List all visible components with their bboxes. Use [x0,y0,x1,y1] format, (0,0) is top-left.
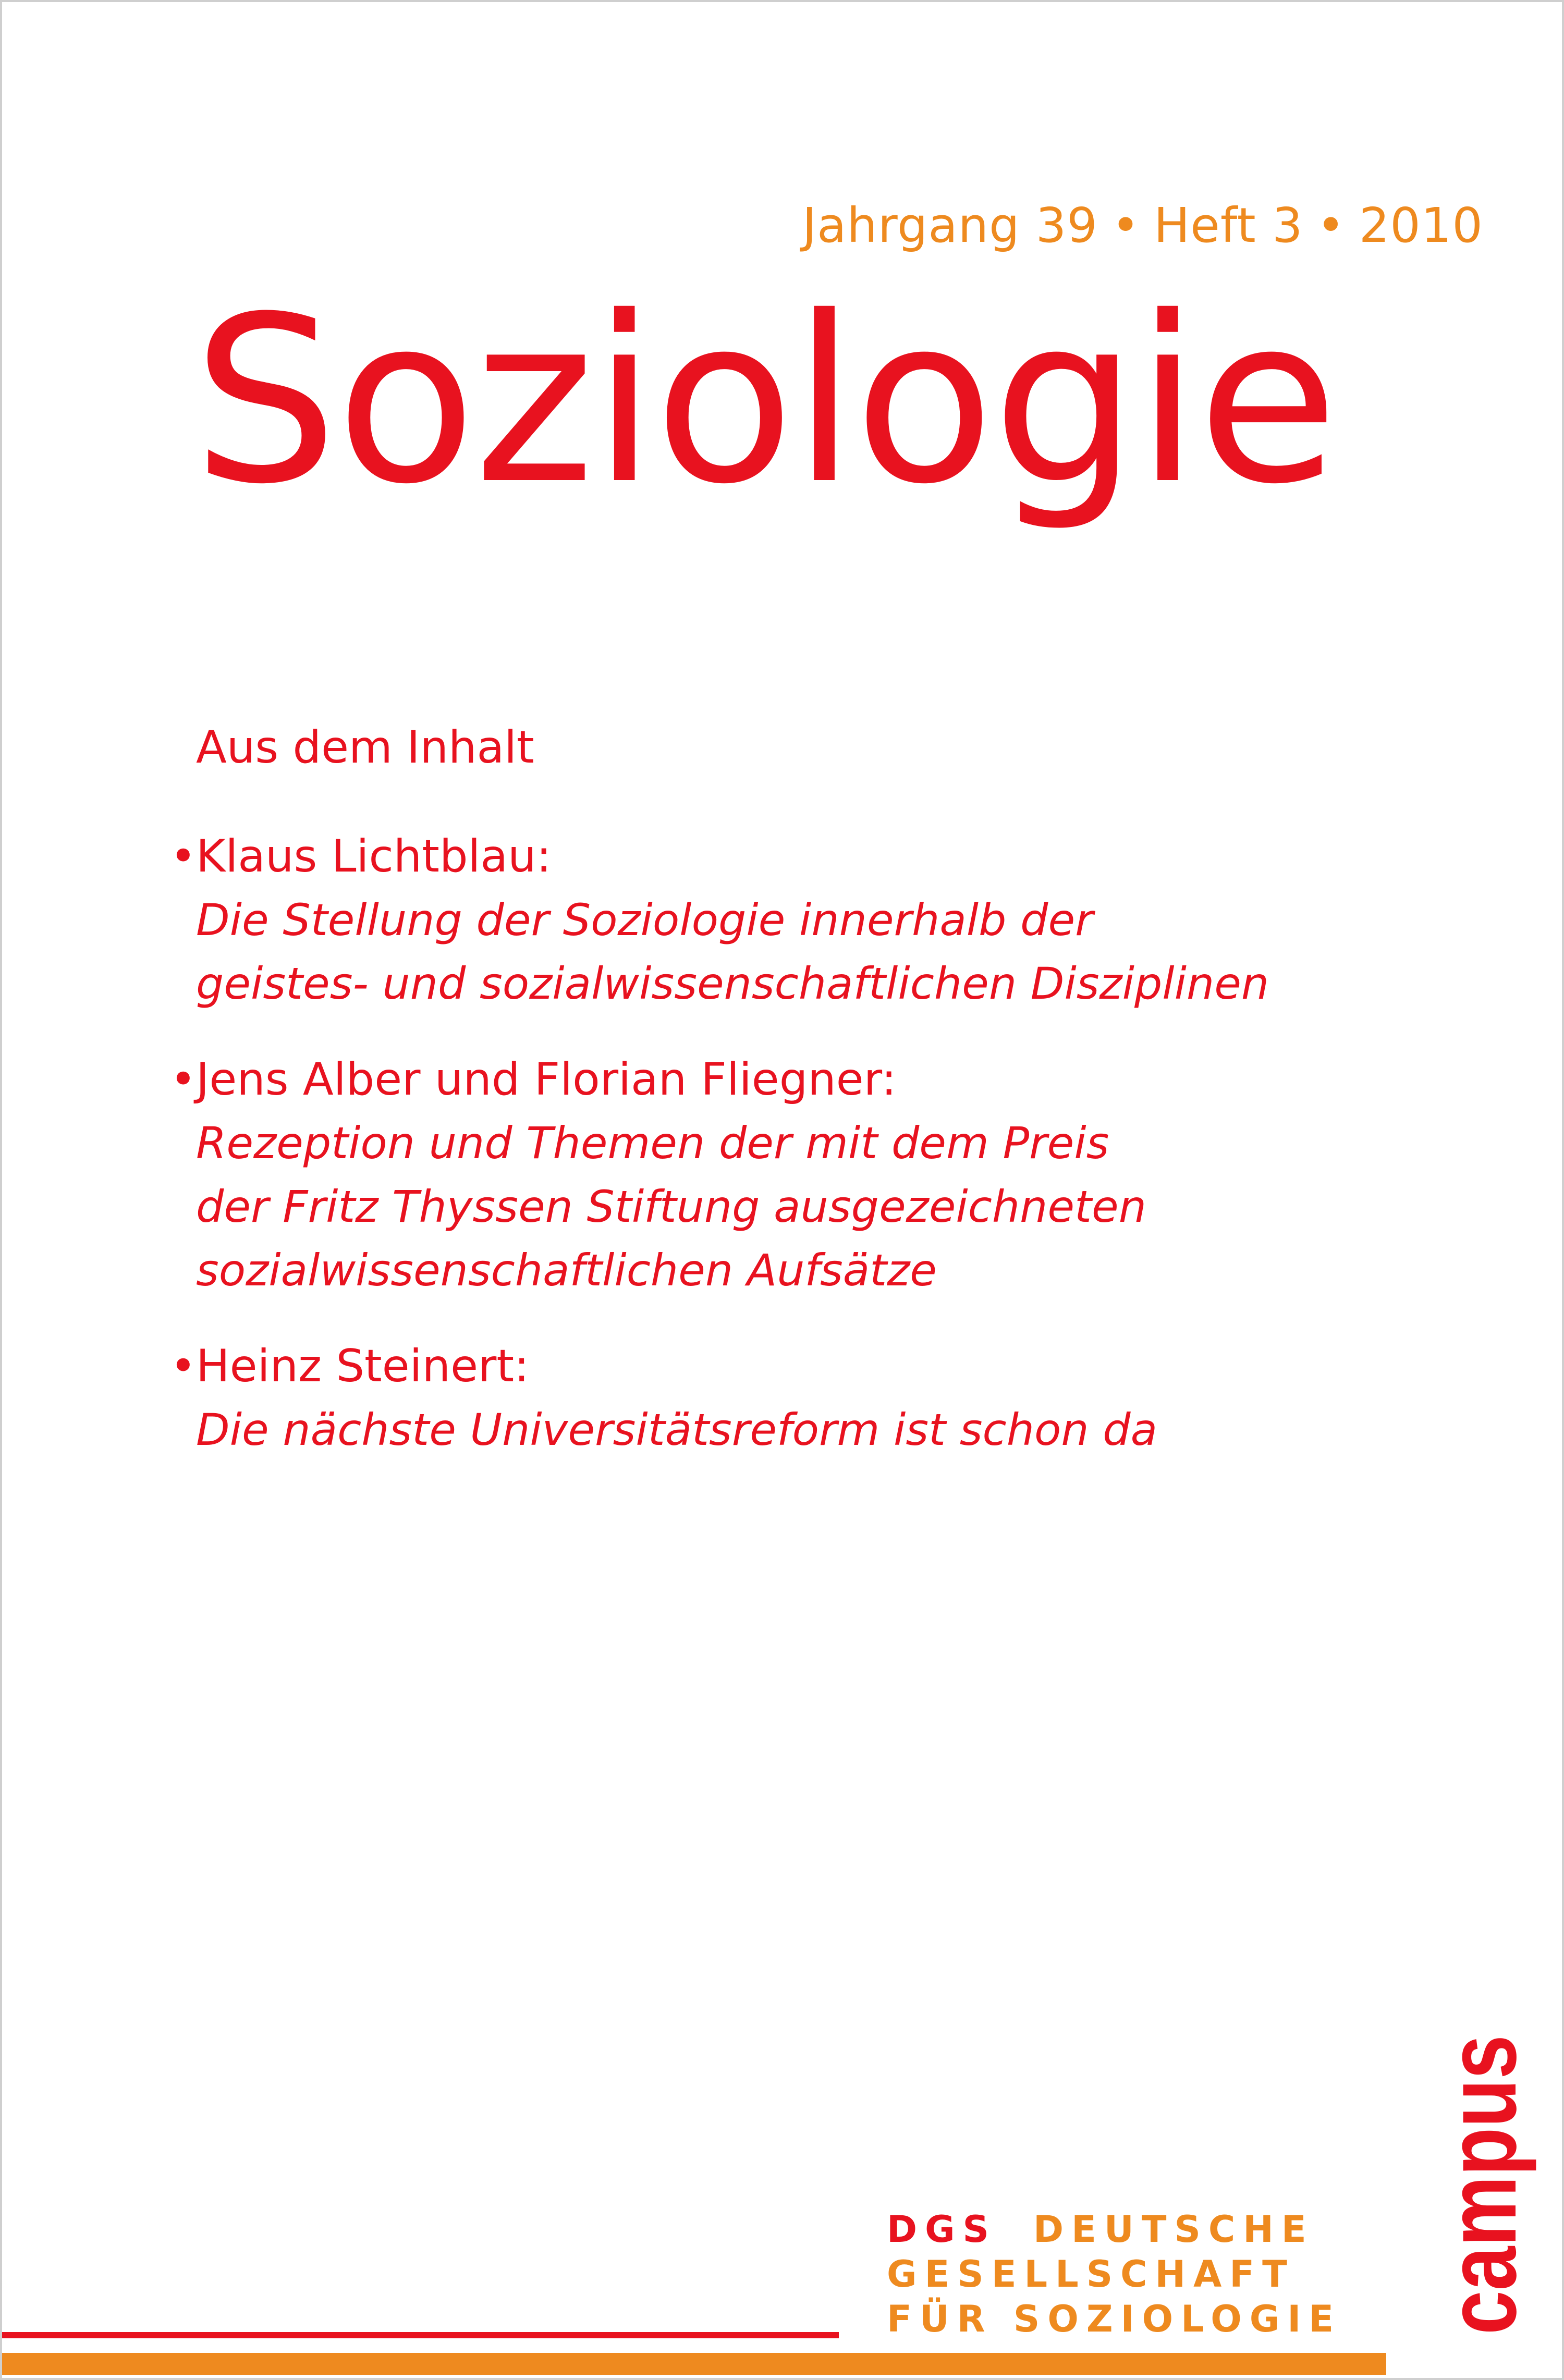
issue-number: Heft 3 [1154,198,1303,253]
red-rule [2,2332,839,2338]
journal-title: Soziologie [192,267,1337,534]
entry-author: Klaus Lichtblau: [196,830,552,882]
table-of-contents [170,716,1395,1494]
society-line-3: FÜR SOZIOLOGIE [887,2298,1342,2340]
society-abbreviation: DGS [887,2208,997,2251]
campus-logo [1426,1960,1537,2335]
issue-info [802,198,1483,253]
contents-heading: Aus dem Inhalt [196,721,534,774]
bullet: • [170,1340,197,1392]
issue-separator: • [1316,198,1346,253]
entry-title: Die nächste Universitätsreform ist schon da [196,1404,1158,1455]
entry-author: Heinz Steinert: [196,1340,530,1392]
entry-author: Jens Alber und Florian Fliegner: [196,1053,897,1106]
entry-title: Rezeption und Themen der mit dem Preis der Fritz Thyssen Stiftung ausgezeichneten sozialwissenschaftlichen Aufsätze [196,1118,1146,1296]
orange-rule [2,2353,1386,2375]
society-mark [887,2207,1342,2341]
bullet: • [170,830,197,882]
contents-entry [170,1334,1395,1462]
contents-entry [170,825,1395,1015]
issue-year: 2010 [1359,198,1483,253]
contents-entry [170,1048,1395,1302]
issue-volume: Jahrgang 39 [802,198,1098,253]
society-line-2: GESELLSCHAFT [887,2253,1295,2296]
society-line-1: DEUTSCHE [1033,2208,1314,2251]
bullet: • [170,1053,197,1106]
campus-logo-text: campus [1426,1960,1537,2335]
issue-separator: • [1111,198,1141,253]
entry-title: Die Stellung der Soziologie innerhalb der geistes- und sozialwissenschaftlichen Disziplinen [196,894,1269,1009]
